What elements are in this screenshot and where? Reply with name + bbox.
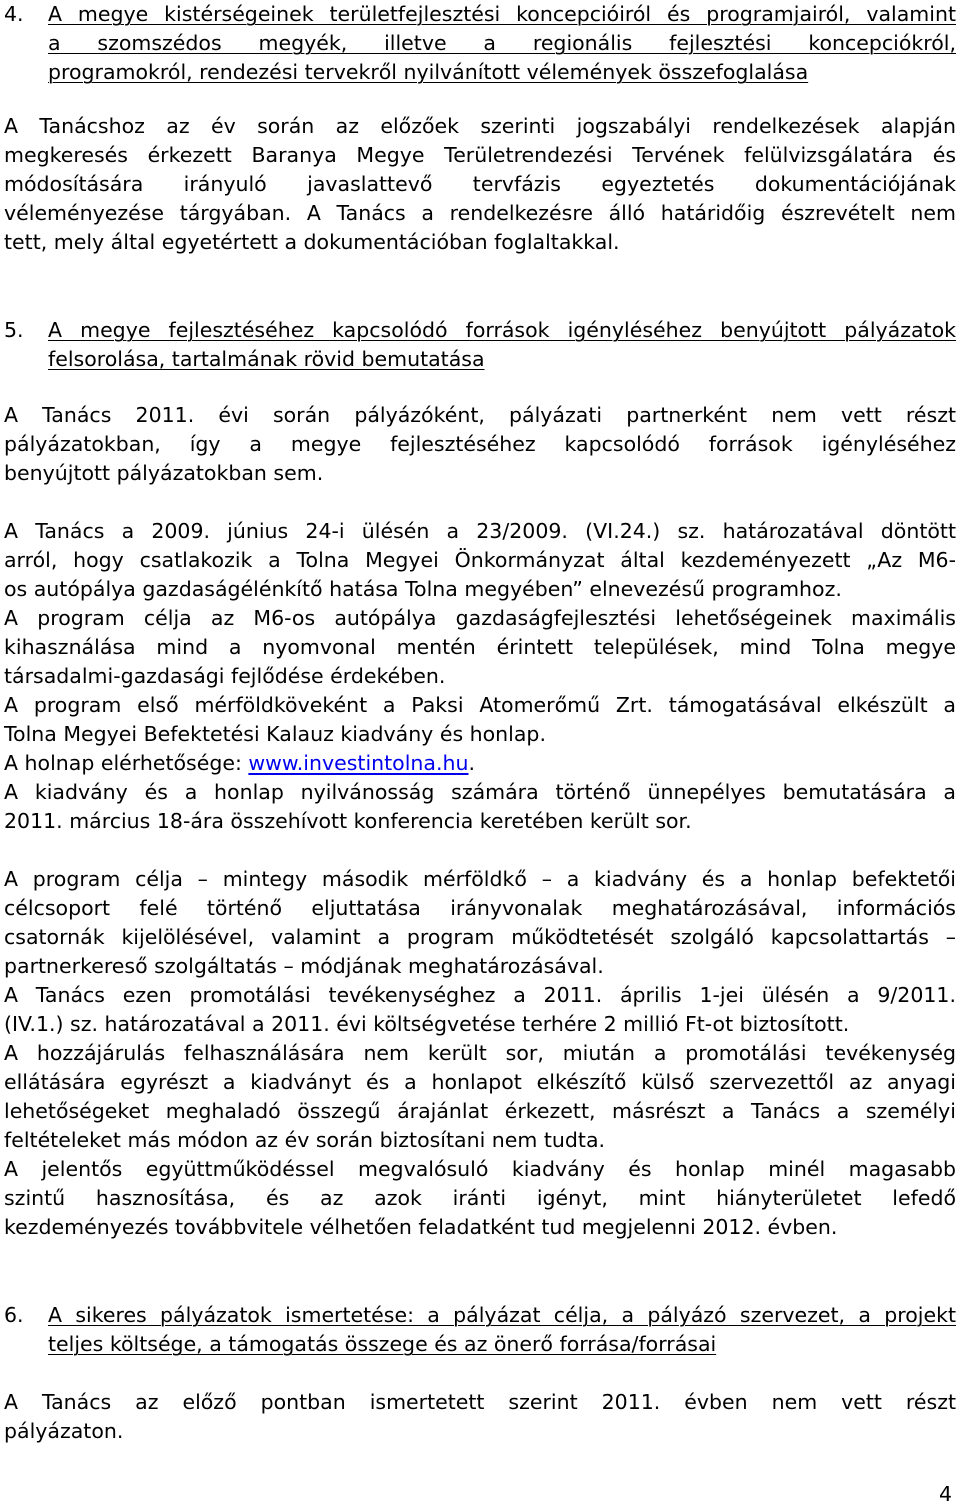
section-5-paragraph-1 bbox=[4, 401, 956, 488]
text-line: A kiadvány és a honlap nyilvánosság számára történő ünnepélyes bemutatására a bbox=[4, 780, 956, 804]
website-line bbox=[4, 749, 956, 778]
section-6-title-line: teljes költsége, a támogatás összege és az önerő forrása/forrásai bbox=[48, 1332, 717, 1356]
text-line: társadalmi-gazdasági fejlődése érdekében. bbox=[4, 664, 446, 688]
text-line: feltételeket más módon az év során biztosítani nem tudta. bbox=[4, 1128, 606, 1152]
text-line: ellátására egyrészt a kiadványt és a honlapot elkészítő külső szervezettől az anyagi bbox=[4, 1070, 956, 1094]
text-line: szintű hasznosítása, és az azok iránti igényt, mint hiányterületet lefedő bbox=[4, 1186, 956, 1210]
text-line: arról, hogy csatlakozik a Tolna Megyei Önkormányzat által kezdeményezett „Az M6- bbox=[4, 548, 956, 572]
text-line: módosítására irányuló javaslattevő tervfázis egyeztetés dokumentációjának bbox=[4, 172, 956, 196]
section-5-heading bbox=[4, 316, 956, 374]
section-6-body bbox=[4, 1388, 956, 1446]
text-line: os autópálya gazdaságélénkítő hatása Tolna megyében” elnevezésű programhoz. bbox=[4, 577, 842, 601]
text-line: megkeresés érkezett Baranya Megye Területrendezési Tervének felülvizsgálatára és bbox=[4, 143, 956, 167]
text-line: kihasználása mind a nyomvonal mentén érintett települések, mind Tolna megye bbox=[4, 635, 956, 659]
section-4-title-line: A megye kistérségeinek területfejlesztési koncepcióiról és programjairól, valamint bbox=[48, 2, 956, 26]
website-prefix: A holnap elérhetősége: bbox=[4, 751, 249, 775]
text-line: A Tanácshoz az év során az előzőek szerinti jogszabályi rendelkezések alapján bbox=[4, 114, 956, 138]
section-6-title-line: A sikeres pályázatok ismertetése: a pályázat célja, a pályázó szervezet, a projekt bbox=[48, 1303, 956, 1327]
text-line: partnerkereső szolgáltatás – módjának meghatározásával. bbox=[4, 954, 604, 978]
section-4-title-line: a szomszédos megyék, illetve a regionális fejlesztési koncepciókról, bbox=[48, 31, 956, 55]
section-6-heading bbox=[4, 1301, 956, 1359]
section-4-heading bbox=[4, 0, 956, 87]
text-line: (IV.1.) sz. határozatával a 2011. évi költségvetése terhére 2 millió Ft-ot biztosított. bbox=[4, 1012, 850, 1036]
text-line: Tolna Megyei Befektetési Kalauz kiadvány és honlap. bbox=[4, 722, 546, 746]
section-5-number: 5. bbox=[4, 318, 24, 342]
text-line: célcsoport felé történő eljuttatása irányvonalak meghatározásával, információs bbox=[4, 896, 956, 920]
text-line: tett, mely által egyetértett a dokumentációban foglaltakkal. bbox=[4, 230, 620, 254]
text-line: A Tanács az előző pontban ismertetett szerint 2011. évben nem vett részt bbox=[4, 1390, 956, 1414]
website-link[interactable]: www.investintolna.hu bbox=[248, 751, 469, 775]
text-line: A Tanács a 2009. június 24-i ülésén a 23/2009. (VI.24.) sz. határozatával döntött bbox=[4, 519, 956, 543]
text-line: kezdeményezés továbbvitele vélhetően feladatként tud megjelenni 2012. évben. bbox=[4, 1215, 838, 1239]
text-line: A program célja az M6-os autópálya gazdaságfejlesztési lehetőségeinek maximális bbox=[4, 606, 956, 630]
text-line: A Tanács 2011. évi során pályázóként, pályázati partnerként nem vett részt bbox=[4, 403, 956, 427]
text-line: A Tanács ezen promotálási tevékenységhez a 2011. április 1-jei ülésén a 9/2011. bbox=[4, 983, 956, 1007]
text-line: A jelentős együttműködéssel megvalósuló kiadvány és honlap minél magasabb bbox=[4, 1157, 956, 1181]
text-line: A program első mérföldköveként a Paksi Atomerőmű Zrt. támogatásával elkészült a bbox=[4, 693, 956, 717]
text-line: lehetőségeket meghaladó összegű árajánlat érkezett, másrészt a Tanács a személyi bbox=[4, 1099, 956, 1123]
section-5-title-line: A megye fejlesztéséhez kapcsolódó források igényléséhez benyújtott pályázatok bbox=[48, 318, 956, 342]
section-5-paragraph-4 bbox=[4, 865, 956, 1242]
section-4-title-line: programokról, rendezési tervekről nyilvánított vélemények összefoglalása bbox=[48, 60, 809, 84]
section-4-number: 4. bbox=[4, 2, 24, 26]
page-number: 4 bbox=[938, 1482, 952, 1506]
text-line: A hozzájárulás felhasználására nem került sor, miután a promotálási tevékenység bbox=[4, 1041, 956, 1065]
section-5-title-line: felsorolása, tartalmának rövid bemutatása bbox=[48, 347, 485, 371]
text-line: pályázaton. bbox=[4, 1419, 124, 1443]
section-6-number: 6. bbox=[4, 1303, 24, 1327]
text-line: benyújtott pályázatokban sem. bbox=[4, 461, 324, 485]
text-line: pályázatokban, így a megye fejlesztéséhez kapcsolódó források igényléséhez bbox=[4, 432, 956, 456]
section-4-body bbox=[4, 112, 956, 257]
text-line: A program célja – mintegy második mérföldkő – a kiadvány és a honlap befektetői bbox=[4, 867, 956, 891]
section-5-paragraph-2 bbox=[4, 517, 956, 836]
text-line: csatornák kijelölésével, valamint a program működtetését szolgáló kapcsolattartás – bbox=[4, 925, 956, 949]
text-line: 2011. március 18-ára összehívott konferencia keretében került sor. bbox=[4, 809, 692, 833]
text-line: véleményezése tárgyában. A Tanács a rendelkezésre álló határidőig észrevételt nem bbox=[4, 201, 956, 225]
website-suffix: . bbox=[468, 751, 476, 775]
